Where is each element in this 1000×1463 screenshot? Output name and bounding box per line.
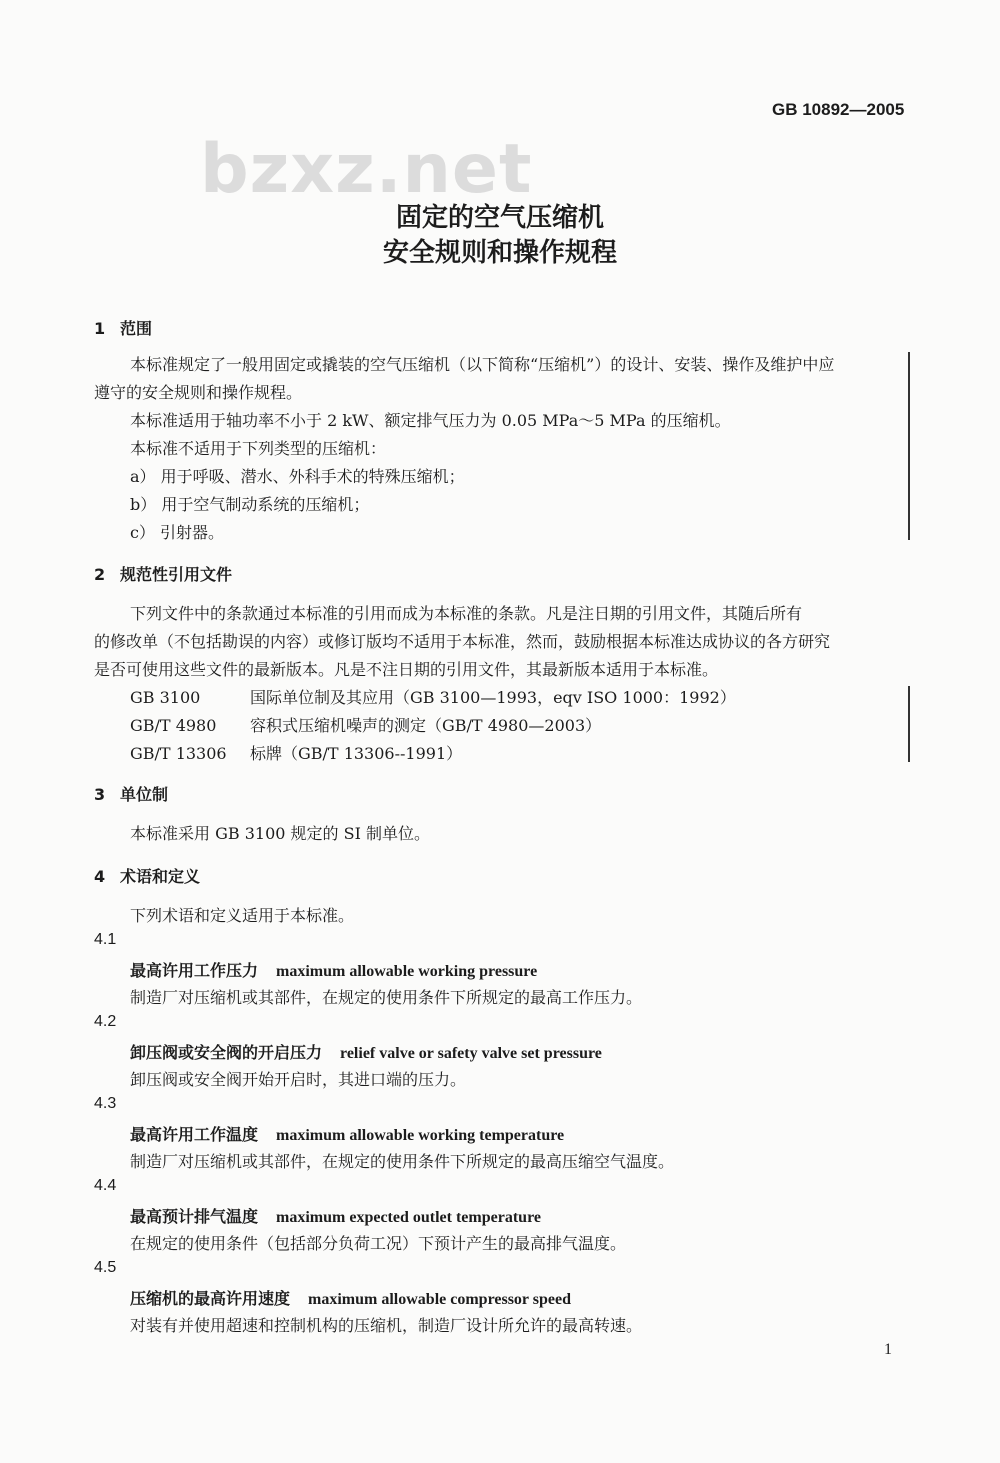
term-number: 4.1: [94, 931, 117, 948]
reference-entry: [130, 713, 601, 736]
reference-code: GB/T 13306: [130, 744, 227, 763]
paragraph-line: 本标准采用 GB 3100 规定的 SI 制单位。: [130, 824, 430, 843]
term-en: maximum allowable working temperature: [276, 1127, 565, 1144]
paragraph-line: 遵守的安全规则和操作规程。: [94, 383, 303, 402]
section-heading: [94, 864, 200, 887]
reference-entry: [130, 685, 736, 708]
term-entry: [130, 1204, 541, 1227]
paragraph-line: 本标准不适用于下列类型的压缩机：: [130, 439, 387, 458]
term-number: 4.3: [94, 1095, 117, 1112]
term-zh: 压缩机的最高许用速度: [130, 1289, 291, 1308]
section-title: 规范性引用文件: [120, 565, 233, 584]
term-number: 4.5: [94, 1259, 117, 1276]
watermark: bzxz.net: [200, 130, 533, 209]
paragraph-line: 下列文件中的条款通过本标准的引用而成为本标准的条款。凡是注日期的引用文件，其随后所有: [130, 604, 803, 623]
revision-bar: [908, 352, 910, 540]
reference-code: GB/T 4980: [130, 716, 217, 735]
term-en: maximum expected outlet temperature: [276, 1209, 541, 1226]
section-number: 3: [94, 785, 106, 804]
section-title: 单位制: [120, 785, 169, 804]
paragraph-line: 下列术语和定义适用于本标准。: [130, 906, 355, 925]
section-heading: [94, 316, 152, 339]
term-definition: 对装有并使用超速和控制机构的压缩机，制造厂设计所允许的最高转速。: [130, 1316, 643, 1335]
term-definition: 制造厂对压缩机或其部件，在规定的使用条件下所规定的最高工作压力。: [130, 988, 643, 1007]
list-item: c） 引射器。: [130, 523, 225, 542]
term-number: 4.2: [94, 1013, 117, 1030]
revision-bar: [908, 686, 910, 762]
list-item: b） 用于空气制动系统的压缩机；: [130, 495, 370, 514]
term-en: maximum allowable compressor speed: [308, 1291, 571, 1308]
term-entry: [130, 958, 537, 981]
document-title-line2: 安全规则和操作规程: [382, 238, 617, 268]
term-zh: 卸压阀或安全阀的开启压力: [130, 1043, 323, 1062]
reference-title: 容积式压缩机噪声的测定（GB/T 4980—2003）: [250, 716, 602, 735]
term-zh: 最高预计排气温度: [130, 1207, 259, 1226]
section-number: 2: [94, 565, 106, 584]
standard-number: GB 10892—2005: [772, 100, 905, 119]
term-number: 4.4: [94, 1177, 117, 1194]
term-entry: [130, 1122, 564, 1145]
paragraph-line: 本标准规定了一般用固定或撬装的空气压缩机（以下简称“压缩机”）的设计、安装、操作及维护中应: [130, 355, 835, 374]
section-title: 术语和定义: [120, 867, 201, 886]
term-definition: 在规定的使用条件（包括部分负荷工况）下预计产生的最高排气温度。: [130, 1234, 627, 1253]
paragraph-line: 的修改单（不包括勘误的内容）或修订版均不适用于本标准，然而，鼓励根据本标准达成协议的各方研究: [94, 632, 831, 651]
paragraph-line: 本标准适用于轴功率不小于 2 kW、额定排气压力为 0.05 MPa～5 MPa 的压缩机。: [130, 411, 731, 430]
term-entry: [130, 1040, 602, 1063]
section-number: 1: [94, 319, 106, 338]
document-title-line1: 固定的空气压缩机: [395, 203, 604, 233]
section-heading: [94, 782, 168, 805]
term-definition: 卸压阀或安全阀开始开启时，其进口端的压力。: [130, 1070, 467, 1089]
term-zh: 最高许用工作温度: [130, 1125, 259, 1144]
term-en: maximum allowable working pressure: [276, 963, 538, 980]
section-heading: [94, 562, 232, 585]
term-en: relief valve or safety valve set pressure: [340, 1045, 602, 1062]
term-zh: 最高许用工作压力: [130, 961, 259, 980]
reference-title: 国际单位制及其应用（GB 3100—1993，eqv ISO 1000：1992）: [250, 688, 736, 707]
reference-entry: [130, 741, 462, 764]
section-number: 4: [94, 867, 106, 886]
paragraph-line: 是否可使用这些文件的最新版本。凡是不注日期的引用文件，其最新版本适用于本标准。: [94, 660, 719, 679]
term-entry: [130, 1286, 571, 1309]
term-definition: 制造厂对压缩机或其部件，在规定的使用条件下所规定的最高压缩空气温度。: [130, 1152, 675, 1171]
page-number: 1: [884, 1341, 892, 1358]
section-title: 范围: [120, 319, 153, 338]
list-item: a） 用于呼吸、潜水、外科手术的特殊压缩机；: [130, 467, 465, 486]
reference-code: GB 3100: [130, 688, 201, 707]
reference-title: 标牌（GB/T 13306--1991）: [250, 744, 463, 763]
